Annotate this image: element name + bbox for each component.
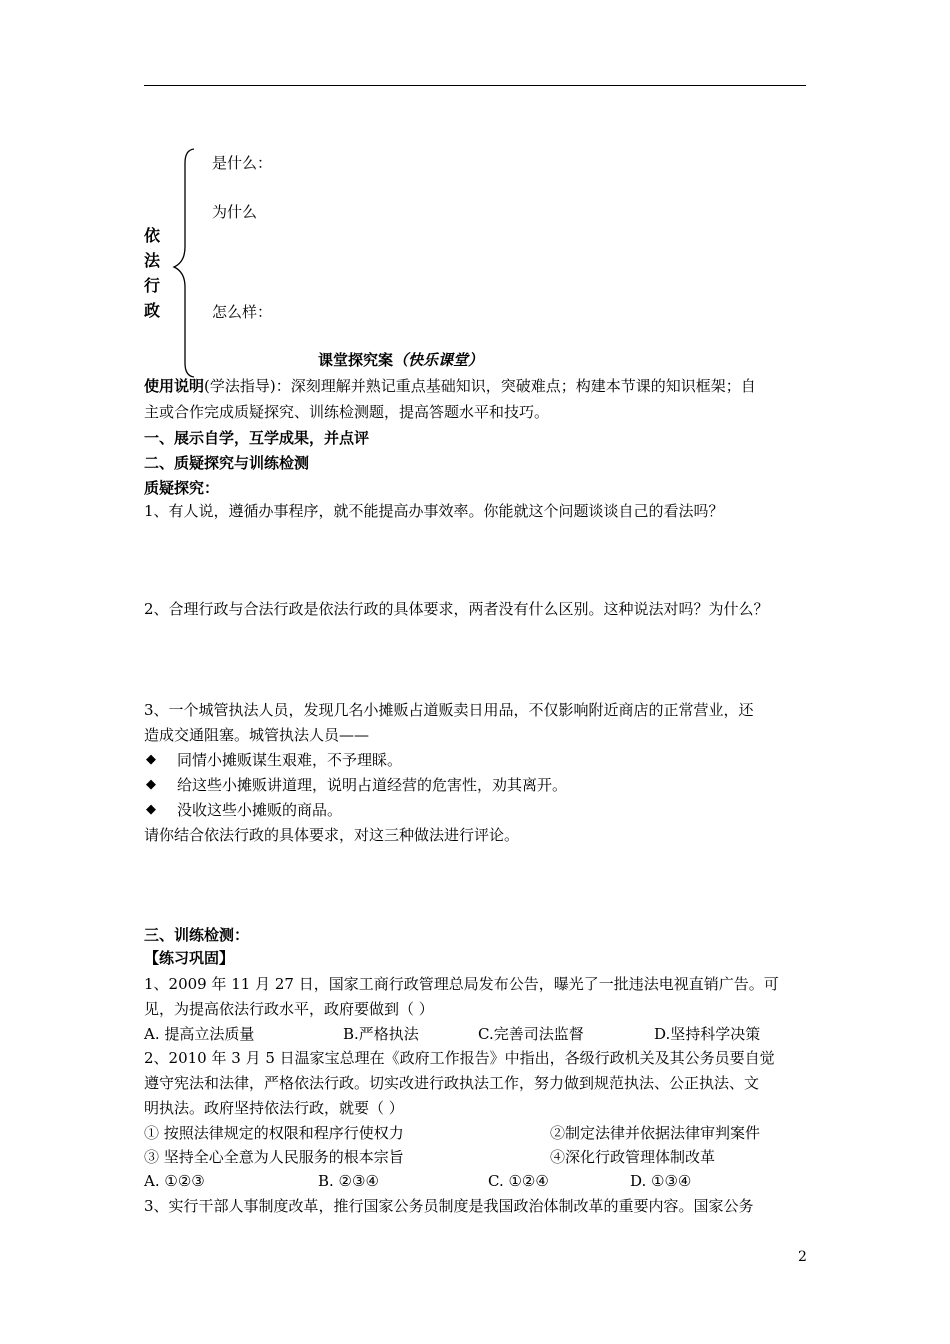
diamond-bullet-icon: ◆ [146,777,156,792]
practice-3-line-1: 3、实行干部人事制度改革，推行国家公务员制度是我国政治体制改革的重要内容。国家公务 [144,1197,754,1215]
option-c: C.完善司法监督 [478,1025,584,1043]
option-b: B. ②③④ [318,1172,379,1190]
statement-item: ① 按照法律规定的权限和程序行使权力 [144,1124,404,1142]
option-b: B.严格执法 [343,1025,419,1043]
concept-title-char: 行 [144,276,161,295]
concept-title-char: 依 [144,226,161,245]
branch-what: 是什么： [212,154,273,172]
bullet-item: 同情小摊贩谋生艰难，不予理睬。 [177,751,403,769]
option-d: D. ①③④ [630,1172,692,1190]
option-a: A. ①②③ [144,1172,205,1190]
heading-5: 【练习巩固】 [144,949,235,967]
branch-how: 怎么样： [212,303,273,321]
option-d: D.坚持科学决策 [654,1025,761,1043]
heading-3: 质疑探究： [144,479,220,497]
usage-line-2: 主或合作完成质疑探究、训练检测题，提高答题水平和技巧。 [144,403,550,421]
diamond-bullet-icon: ◆ [146,752,156,767]
section-title-sub: （快乐课堂） [393,351,484,369]
concept-title-char: 法 [144,251,161,270]
usage-text: (学法指导)：深刻理解并熟记重点基础知识，突破难点；构建本节课的知识框架；自 [204,377,756,395]
heading-2: 二、质疑探究与训练检测 [144,454,310,472]
usage-label: 使用说明 [144,377,205,395]
option-c: C. ①②④ [488,1172,549,1190]
statement-item: ④深化行政管理体制改革 [550,1148,716,1166]
statement-item: ②制定法律并依据法律审判案件 [550,1124,761,1142]
header-rule [144,85,806,86]
practice-2-line-3: 明执法。政府坚持依法行政，就要（ ） [144,1099,404,1117]
branch-why: 为什么 [212,203,258,221]
section-title-main: 课堂探究案 [318,351,394,369]
section-title [318,350,483,370]
concept-title-char: 政 [144,301,161,320]
page-number: 2 [798,1249,807,1265]
practice-2-line-2: 遵守宪法和法律，严格依法行政。切实改进行政执法工作，努力做到规范执法、公正执法、文 [144,1074,760,1092]
diamond-bullet-icon: ◆ [146,802,156,817]
statement-item: ③ 坚持全心全意为人民服务的根本宗旨 [144,1148,404,1166]
practice-2-line-1: 2、2010 年 3 月 5 日温家宝总理在《政府工作报告》中指出，各级行政机关及其公务员要自觉 [144,1049,775,1067]
bullet-item: 给这些小摊贩讲道理，说明占道经营的危害性，劝其离开。 [177,776,568,794]
option-a: A. 提高立法质量 [144,1025,255,1043]
heading-1: 一、展示自学，互学成果，并点评 [144,429,370,447]
question-3-line-2: 造成交通阻塞。城管执法人员—— [144,726,370,744]
question-3-end: 请你结合依法行政的具体要求，对这三种做法进行评论。 [144,826,520,844]
practice-1-line-1: 1、2009 年 11 月 27 日，国家工商行政管理总局发布公告，曝光了一批违法电视直销广告。可 [144,975,779,993]
practice-1-line-2: 见，为提高依法行政水平，政府要做到（ ） [144,1000,434,1018]
question-3-line-1: 3、一个城管执法人员，发现几名小摊贩占道贩卖日用品，不仅影响附近商店的正常营业，还 [144,701,754,719]
curly-brace-icon [168,147,198,379]
question-1: 1、有人说，遵循办事程序，就不能提高办事效率。你能就这个问题谈谈自己的看法吗？ [144,502,724,520]
heading-4: 三、训练检测： [144,926,250,944]
bullet-item: 没收这些小摊贩的商品。 [177,801,343,819]
usage-line-1 [144,376,756,396]
question-2: 2、合理行政与合法行政是依法行政的具体要求，两者没有什么区别。这种说法对吗？为什么？ [144,600,769,618]
